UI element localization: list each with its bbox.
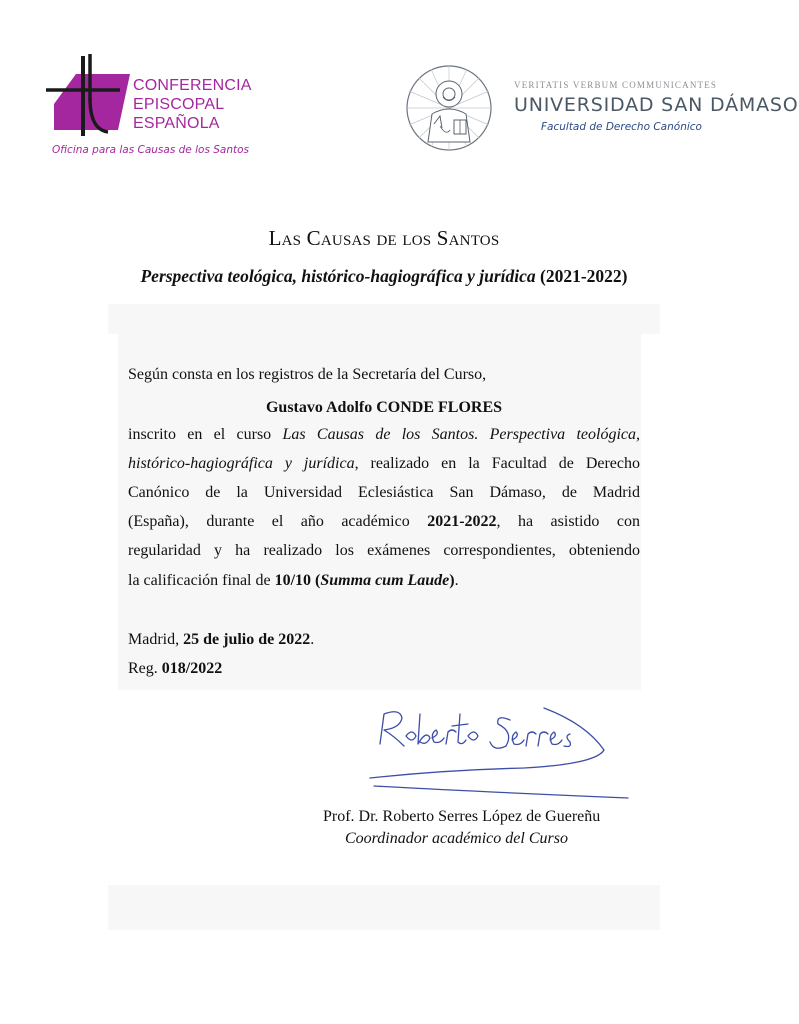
paragraph-line-6: [128, 572, 459, 590]
document-title: Las Causas de los Santos: [268, 226, 500, 250]
student-name: Gustavo Adolfo CONDE FLORES: [265, 399, 503, 416]
registration: [128, 660, 222, 678]
university-name: UNIVERSIDAD SAN DÁMASO: [514, 94, 799, 116]
university-seal-icon: [404, 64, 494, 152]
reg-label: Reg.: [128, 660, 162, 677]
cee-name: [133, 76, 273, 133]
footer-band: [108, 885, 660, 930]
paragraph-line-4: [128, 513, 640, 533]
course-title-part-2: histórico-hagiográfica y jurídica: [128, 455, 355, 472]
cee-line-1: CONFERENCIA: [133, 77, 252, 94]
signatory-role: Coordinador académico del Curso: [345, 830, 568, 847]
header-band: [108, 304, 660, 334]
p6-text: la calificación final de: [128, 572, 275, 589]
final-grade: 10/10: [274, 572, 312, 589]
academic-year: 2021-2022: [427, 513, 497, 530]
document-subtitle: [0, 266, 768, 287]
p1-text: inscrito en el curso: [128, 426, 283, 443]
paragraph-line-5: regularidad y ha realizado los exámenes correspondientes, obteniendo: [128, 542, 640, 559]
signatory-name: Prof. Dr. Roberto Serres López de Guereñu: [323, 808, 601, 825]
honor-open: (: [311, 572, 321, 589]
honor-text: Summa cum Laude: [320, 572, 450, 589]
paragraph-line-3: Canónico de la Universidad Eclesiástica San Dámaso, de Madrid: [128, 484, 640, 501]
reg-number: 018/2022: [161, 660, 223, 677]
issue-date: 25 de julio de 2022: [183, 631, 311, 648]
cee-office: Oficina para las Causas de los Santos: [52, 144, 250, 156]
place-text: Madrid,: [128, 631, 184, 648]
handwritten-signature: [364, 700, 644, 806]
cee-line-2: EPISCOPAL: [133, 96, 225, 113]
cee-line-3: ESPAÑOLA: [133, 115, 220, 132]
paragraph-line-1: [128, 426, 640, 446]
paragraph-line-2: [128, 455, 640, 475]
p4-text-a: (España), durante el año académico: [128, 513, 428, 530]
intro-text: Según consta en los registros de la Secretaría del Curso,: [128, 366, 487, 383]
faculty-name: Facultad de Derecho Canónico: [541, 121, 702, 133]
place-date: [128, 631, 314, 649]
date-end: .: [310, 631, 315, 648]
course-title-part-1: Las Causas de los Santos. Perspectiva teológica,: [282, 426, 641, 443]
p4-text-b: , ha asistido con: [496, 513, 640, 530]
subtitle-text: Perspectiva teológica, histórico-hagiográfica y jurídica: [140, 266, 536, 286]
subtitle-years: (2021-2022): [540, 266, 628, 286]
cee-logo: [46, 54, 146, 136]
p2-text: , realizado en la Facultad de Derecho: [354, 455, 640, 472]
p6-end: .: [454, 572, 459, 589]
honor-close: ): [449, 572, 455, 589]
university-motto: VERITATIS VERBUM COMMUNICANTES: [514, 80, 718, 90]
